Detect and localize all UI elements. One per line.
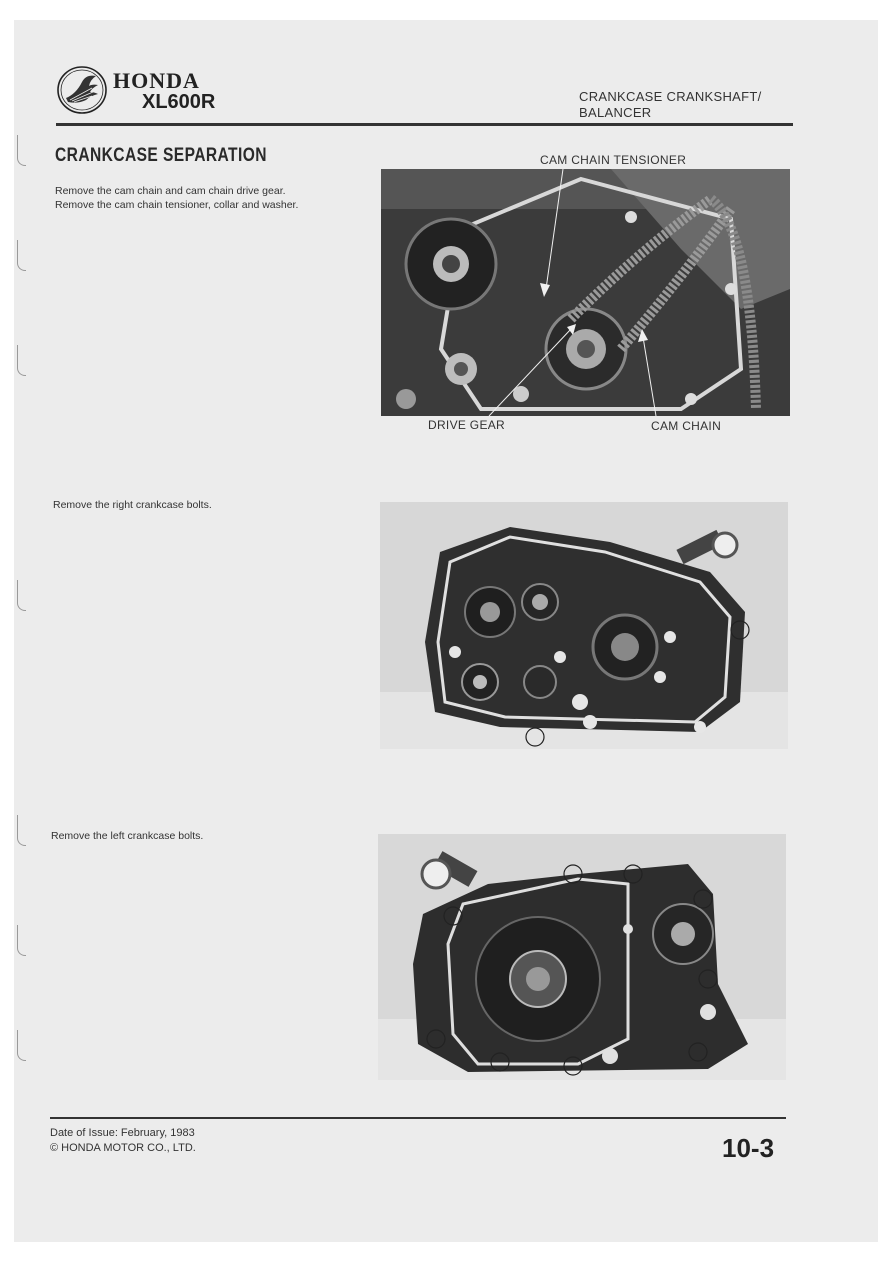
photo-cam-chain xyxy=(381,169,790,416)
binding-mark xyxy=(17,925,26,956)
photo-cam-chain-illustration xyxy=(381,169,790,416)
honda-wing-logo xyxy=(56,64,108,116)
callout-cam-chain-tensioner: CAM CHAIN TENSIONER xyxy=(540,153,687,167)
footer-info xyxy=(50,1126,196,1156)
binding-mark xyxy=(17,815,26,846)
step-instruction: Remove the left crankcase bolts. xyxy=(51,830,204,842)
photo-left-crankcase-illustration xyxy=(378,834,786,1080)
page-title: CRANKCASE SEPARATION xyxy=(55,145,267,166)
footer-rule xyxy=(50,1117,786,1119)
binding-mark xyxy=(17,345,26,376)
step-line: Remove the cam chain and cam chain drive gear. xyxy=(55,185,286,197)
brand-name: HONDA xyxy=(113,68,200,93)
callout-cam-chain: CAM CHAIN xyxy=(651,419,722,433)
header-rule xyxy=(56,123,793,126)
page-number: 10-3 xyxy=(722,1133,775,1163)
section-title-line: CRANKCASE CRANKSHAFT/ xyxy=(579,89,762,104)
binding-mark xyxy=(17,135,26,166)
step-line: Remove the cam chain tensioner, collar and washer. xyxy=(55,199,299,211)
binding-mark xyxy=(17,580,26,611)
section-title xyxy=(579,89,762,121)
copyright: © HONDA MOTOR CO., LTD. xyxy=(50,1142,196,1154)
step-instruction: Remove the right crankcase bolts. xyxy=(53,499,212,511)
issue-date: Date of Issue: February, 1983 xyxy=(50,1127,195,1139)
binding-mark xyxy=(17,1030,26,1061)
step-instruction xyxy=(55,184,298,212)
photo-right-crankcase-illustration xyxy=(380,502,788,749)
photo-right-crankcase xyxy=(380,502,788,749)
binding-mark xyxy=(17,240,26,271)
photo-left-crankcase xyxy=(378,834,786,1080)
callout-drive-gear: DRIVE GEAR xyxy=(428,418,506,432)
section-title-line: BALANCER xyxy=(579,105,652,120)
model-name: XL600R xyxy=(142,91,216,113)
